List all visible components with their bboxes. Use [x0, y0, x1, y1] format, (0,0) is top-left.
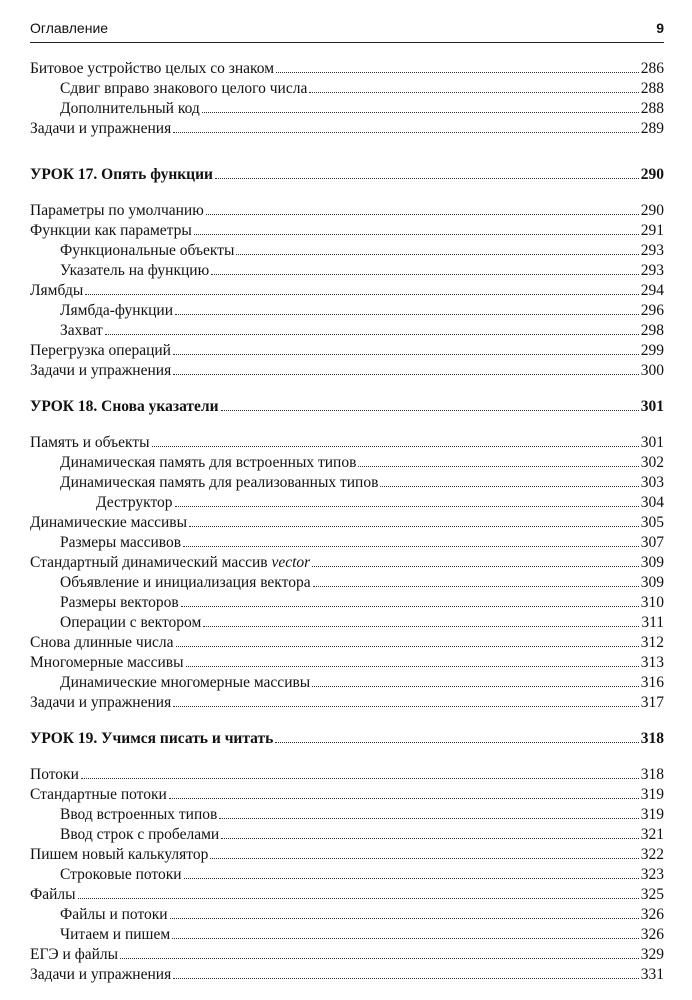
- toc-entry-text: Стандартный динамический массив: [30, 554, 272, 571]
- toc-page-number: 304: [640, 494, 664, 511]
- toc-entry-text: Стандартные потоки: [30, 786, 167, 803]
- dot-leader: [186, 666, 639, 667]
- toc-entry-title: [96, 493, 173, 513]
- toc-entry-text: Пишем новый калькулятор: [30, 846, 209, 863]
- dot-leader: [380, 486, 638, 487]
- toc-page-number: 326: [640, 906, 664, 923]
- toc-page-number: 318: [640, 766, 664, 783]
- toc-page-number: 318: [640, 730, 664, 747]
- toc-entry-title: [30, 165, 213, 185]
- dot-leader: [169, 798, 639, 799]
- toc-entry-text: Файлы: [30, 886, 76, 903]
- dot-leader: [312, 686, 639, 687]
- dot-leader: [236, 254, 638, 255]
- dot-leader: [81, 778, 639, 779]
- toc-page-number: 309: [640, 574, 664, 591]
- toc-subentry: [30, 805, 664, 825]
- toc-entry-text: Строковые потоки: [60, 866, 182, 883]
- toc-page-number: 316: [640, 674, 664, 691]
- toc-entry: [30, 785, 664, 805]
- toc-entry-text: Многомерные массивы: [30, 654, 184, 671]
- toc-page-number: 286: [640, 60, 664, 77]
- dot-leader: [312, 566, 639, 567]
- toc-entry-text: Перегрузка операций: [30, 342, 171, 359]
- toc-entry-title: [30, 341, 171, 361]
- toc-entry-text: Динамическая память для реализованных типов: [60, 474, 379, 491]
- dot-leader: [120, 958, 639, 959]
- toc-entry: [30, 433, 664, 453]
- toc-page-number: 322: [640, 846, 664, 863]
- dot-leader: [175, 506, 639, 507]
- toc-entry-title: [60, 241, 234, 261]
- toc-page-number: 288: [640, 100, 664, 117]
- toc-page-number: 302: [640, 454, 664, 471]
- dot-leader: [211, 274, 639, 275]
- toc-entry-title: [30, 653, 184, 673]
- dot-leader: [176, 646, 639, 647]
- toc-entry-title: [60, 593, 179, 613]
- toc-entry: [30, 965, 664, 985]
- toc-subentry: [30, 573, 664, 593]
- toc-subentry: [30, 673, 664, 693]
- toc-entry-text: Задачи и упражнения: [30, 966, 172, 983]
- toc-entry-title: [30, 693, 171, 713]
- toc-entry-title: [30, 553, 310, 573]
- toc-page-number: 319: [640, 786, 664, 803]
- dot-leader: [275, 742, 638, 743]
- toc-entry-text: Захват: [60, 322, 103, 339]
- toc-entry: [30, 633, 664, 653]
- toc-entry-title: [60, 825, 219, 845]
- toc-entry-text: Память и объекты: [30, 434, 150, 451]
- dot-leader: [309, 92, 638, 93]
- dot-leader: [173, 374, 639, 375]
- toc-entry: [30, 693, 664, 713]
- dot-leader: [276, 72, 639, 73]
- toc-entry-title: [60, 99, 200, 119]
- toc-entry: [30, 119, 664, 139]
- dot-leader: [175, 314, 639, 315]
- toc-entry-title: [30, 765, 79, 785]
- toc-entry: [30, 653, 664, 673]
- toc-entry-text: Снова длинные числа: [30, 634, 174, 651]
- toc-page-number: 313: [640, 654, 664, 671]
- toc-subentry: [30, 493, 664, 513]
- dot-leader: [219, 818, 638, 819]
- toc-page-number: 298: [640, 322, 664, 339]
- toc-subentry: [30, 261, 664, 281]
- toc-entry-text: Объявление и инициализация вектора: [60, 574, 311, 591]
- toc-subentry: [30, 533, 664, 553]
- toc-page-number: 325: [640, 886, 664, 903]
- toc-entry-text: Размеры массивов: [60, 534, 182, 551]
- toc-entry-title: [30, 361, 171, 381]
- dot-leader: [105, 334, 639, 335]
- toc-entry: [30, 341, 664, 361]
- toc-entry-title: [30, 119, 171, 139]
- toc-entry: [30, 553, 664, 573]
- toc-entry-title: [60, 925, 170, 945]
- toc-entry-text: Динамические массивы: [30, 514, 188, 531]
- toc-entry-title: [60, 673, 310, 693]
- dot-leader: [221, 410, 639, 411]
- toc-page-number: 290: [640, 202, 664, 219]
- toc-entry-title: [60, 905, 168, 925]
- toc-entry-text: Потоки: [30, 766, 79, 783]
- toc-entry-title: [60, 865, 182, 885]
- toc-entry-text: Битовое устройство целых со знаком: [30, 60, 275, 77]
- toc-entry-title: [30, 885, 76, 905]
- toc-subentry: [30, 613, 664, 633]
- toc-subentry: [30, 453, 664, 473]
- toc-page-number: 300: [640, 362, 664, 379]
- toc-entry-title: [30, 945, 118, 965]
- toc-entry-title: [60, 453, 356, 473]
- toc-subentry: [30, 825, 664, 845]
- toc-entry: [30, 221, 664, 241]
- dot-leader: [210, 858, 638, 859]
- toc-page-number: 319: [640, 806, 664, 823]
- page-header: [30, 18, 664, 43]
- toc-page-number: 323: [640, 866, 664, 883]
- toc-entry-text: УРОК 18. Снова указатели: [30, 398, 219, 415]
- toc-entry-text: Задачи и упражнения: [30, 694, 172, 711]
- toc-entry-title: [30, 965, 171, 985]
- toc-subentry: [30, 925, 664, 945]
- toc-entry-title: [30, 281, 83, 301]
- toc-entry-title: [60, 473, 378, 493]
- toc-entry-italic-text: vector: [271, 554, 311, 571]
- toc-lesson-heading: [30, 165, 664, 185]
- toc-subentry: [30, 301, 664, 321]
- toc-subentry: [30, 241, 664, 261]
- toc-entry-text: Дополнительный код: [60, 100, 200, 117]
- toc-page-number: 293: [640, 242, 664, 259]
- toc-entry-title: [60, 301, 173, 321]
- toc-entry-text: Задачи и упражнения: [30, 362, 172, 379]
- toc-entry: [30, 765, 664, 785]
- toc-entry: [30, 513, 664, 533]
- toc-entry-text: Ввод встроенных типов: [60, 806, 218, 823]
- toc-entry-title: [60, 573, 311, 593]
- dot-leader: [173, 978, 639, 979]
- toc-lesson-heading: [30, 397, 664, 417]
- toc-entry-text: Указатель на функцию: [60, 262, 210, 279]
- toc-entry-title: [60, 805, 217, 825]
- toc-entry-text: Лямбда-функции: [60, 302, 173, 319]
- toc-entry-text: Функциональные объекты: [60, 242, 235, 259]
- table-of-contents: [30, 59, 664, 985]
- toc-entry-title: [30, 785, 167, 805]
- dot-leader: [78, 898, 639, 899]
- toc-subentry: [30, 321, 664, 341]
- dot-leader: [206, 214, 639, 215]
- toc-entry-text: Функции как параметры: [30, 222, 192, 239]
- toc-entry-title: [60, 613, 201, 633]
- toc-page-number: 288: [640, 80, 664, 97]
- toc-entry-title: [60, 79, 307, 99]
- toc-entry-title: [60, 533, 181, 553]
- dot-leader: [173, 354, 639, 355]
- toc-page-number: 310: [640, 594, 664, 611]
- dot-leader: [313, 586, 639, 587]
- dot-leader: [358, 466, 638, 467]
- toc-entry-text: Динамические многомерные массивы: [60, 674, 311, 691]
- dot-leader: [85, 294, 638, 295]
- toc-entry-text: Деструктор: [96, 494, 173, 511]
- toc-entry-title: [30, 397, 219, 417]
- toc-page-number: 329: [640, 946, 664, 963]
- toc-entry-text: ЕГЭ и файлы: [30, 946, 119, 963]
- toc-page-number: 294: [640, 282, 664, 299]
- toc-entry-title: [30, 201, 204, 221]
- toc-subentry: [30, 593, 664, 613]
- dot-leader: [215, 178, 639, 179]
- dot-leader: [181, 606, 639, 607]
- toc-entry-text: Динамическая память для встроенных типов: [60, 454, 357, 471]
- toc-entry: [30, 281, 664, 301]
- toc-entry-title: [30, 633, 174, 653]
- toc-entry-text: Задачи и упражнения: [30, 120, 172, 137]
- toc-entry-text: Ввод строк с пробелами: [60, 826, 220, 843]
- toc-entry: [30, 201, 664, 221]
- toc-page-number: 317: [640, 694, 664, 711]
- dot-leader: [221, 838, 639, 839]
- toc-entry-text: Файлы и потоки: [60, 906, 168, 923]
- toc-page-number: 301: [640, 434, 664, 451]
- toc-page-number: 305: [640, 514, 664, 531]
- toc-page-number: 301: [640, 398, 664, 415]
- toc-entry-text: Размеры векторов: [60, 594, 179, 611]
- dot-leader: [173, 706, 639, 707]
- toc-page-number: 291: [640, 222, 664, 239]
- toc-page-number: 289: [640, 120, 664, 137]
- toc-page-number: 303: [640, 474, 664, 491]
- toc-subentry: [30, 79, 664, 99]
- toc-entry-title: [30, 433, 150, 453]
- toc-page-number: 290: [640, 166, 664, 183]
- toc-entry-title: [30, 59, 274, 79]
- toc-subentry: [30, 473, 664, 493]
- page-number: 9: [656, 20, 664, 36]
- toc-entry-title: [60, 261, 209, 281]
- toc-entry-title: [30, 221, 192, 241]
- toc-lesson-heading: [30, 729, 664, 749]
- toc-entry: [30, 945, 664, 965]
- dot-leader: [152, 446, 639, 447]
- dot-leader: [183, 546, 639, 547]
- toc-entry-title: [60, 321, 103, 341]
- toc-entry-text: Лямбды: [30, 282, 84, 299]
- dot-leader: [170, 918, 639, 919]
- toc-entry: [30, 361, 664, 381]
- toc-subentry: [30, 905, 664, 925]
- toc-subentry: [30, 99, 664, 119]
- toc-subentry: [30, 865, 664, 885]
- toc-entry-text: УРОК 17. Опять функции: [30, 166, 213, 183]
- dot-leader: [202, 112, 639, 113]
- dot-leader: [184, 878, 639, 879]
- toc-page-number: 326: [640, 926, 664, 943]
- toc-entry-title: [30, 845, 208, 865]
- toc-entry-text: Читаем и пишем: [60, 926, 171, 943]
- toc-page-number: 299: [640, 342, 664, 359]
- dot-leader: [173, 132, 639, 133]
- toc-page-number: 309: [640, 554, 664, 571]
- toc-page-number: 321: [640, 826, 664, 843]
- toc-entry-text: Параметры по умолчанию: [30, 202, 204, 219]
- dot-leader: [172, 938, 639, 939]
- toc-entry: [30, 845, 664, 865]
- dot-leader: [189, 526, 639, 527]
- toc-entry-text: Сдвиг вправо знакового целого числа: [60, 80, 308, 97]
- toc-page-number: 312: [640, 634, 664, 651]
- toc-page-number: 293: [640, 262, 664, 279]
- toc-page-number: 331: [640, 966, 664, 983]
- toc-page-number: 307: [640, 534, 664, 551]
- toc-entry-text: Операции с вектором: [60, 614, 202, 631]
- toc-entry-title: [30, 513, 187, 533]
- toc-entry: [30, 885, 664, 905]
- running-title: Оглавление: [30, 20, 109, 36]
- dot-leader: [203, 626, 639, 627]
- toc-page-number: 311: [641, 614, 664, 631]
- toc-page-number: 296: [640, 302, 664, 319]
- toc-entry-text: УРОК 19. Учимся писать и читать: [30, 730, 274, 747]
- toc-entry: [30, 59, 664, 79]
- dot-leader: [194, 234, 639, 235]
- toc-entry-title: [30, 729, 273, 749]
